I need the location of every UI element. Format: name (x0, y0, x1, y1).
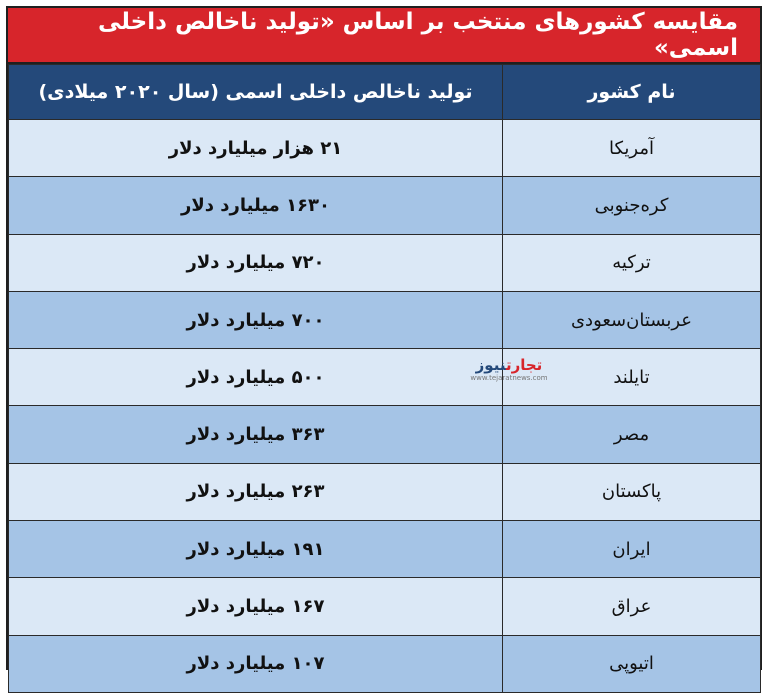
watermark-wordmark (461, 356, 557, 374)
country-cell: مصر (503, 406, 761, 463)
country-cell: عربستان‌سعودی (503, 291, 761, 348)
country-cell: اتیوپی (503, 635, 761, 692)
country-cell: پاکستان (503, 463, 761, 520)
country-cell: تایلند (503, 349, 761, 406)
gdp-comparison-table-frame (6, 6, 762, 675)
gdp-cell: ۵۰۰ میلیارد دلار (9, 349, 503, 406)
table-row (9, 578, 761, 635)
table-row (9, 234, 761, 291)
gdp-cell: ۱۶۷ میلیارد دلار (9, 578, 503, 635)
tejaratnews-watermark-logo (461, 356, 557, 386)
table-title: مقایسه کشورهای منتخب بر اساس «تولید ناخالص داخلی اسمی» (8, 8, 760, 64)
table-row (9, 291, 761, 348)
gdp-cell: ۱۰۷ میلیارد دلار (9, 635, 503, 692)
gdp-table (8, 64, 761, 693)
gdp-cell: ۷۲۰ میلیارد دلار (9, 234, 503, 291)
table-row (9, 406, 761, 463)
gdp-cell: ۲۶۳ میلیارد دلار (9, 463, 503, 520)
table-row (9, 521, 761, 578)
header-row (9, 65, 761, 120)
gdp-cell: ۱۹۱ میلیارد دلار (9, 521, 503, 578)
country-cell: ایران (503, 521, 761, 578)
country-cell: کره‌جنوبی (503, 177, 761, 234)
gdp-cell: ۷۰۰ میلیارد دلار (9, 291, 503, 348)
country-cell: عراق (503, 578, 761, 635)
header-country: نام کشور (503, 65, 761, 120)
header-gdp: تولید ناخالص داخلی اسمی (سال ۲۰۲۰ میلادی) (9, 65, 503, 120)
watermark-part2: نیوز (475, 356, 506, 374)
table-row (9, 349, 761, 406)
table-row (9, 120, 761, 177)
country-cell: آمریکا (503, 120, 761, 177)
watermark-part1: تجارت (505, 356, 543, 374)
table-row (9, 463, 761, 520)
gdp-cell: ۱۶۳۰ میلیارد دلار (9, 177, 503, 234)
table-row (9, 177, 761, 234)
watermark-url: www.tejaratnews.com (470, 374, 548, 382)
table-row (9, 635, 761, 692)
gdp-cell: ۳۶۳ میلیارد دلار (9, 406, 503, 463)
country-cell: ترکیه (503, 234, 761, 291)
gdp-cell: ۲۱ هزار میلیارد دلار (9, 120, 503, 177)
